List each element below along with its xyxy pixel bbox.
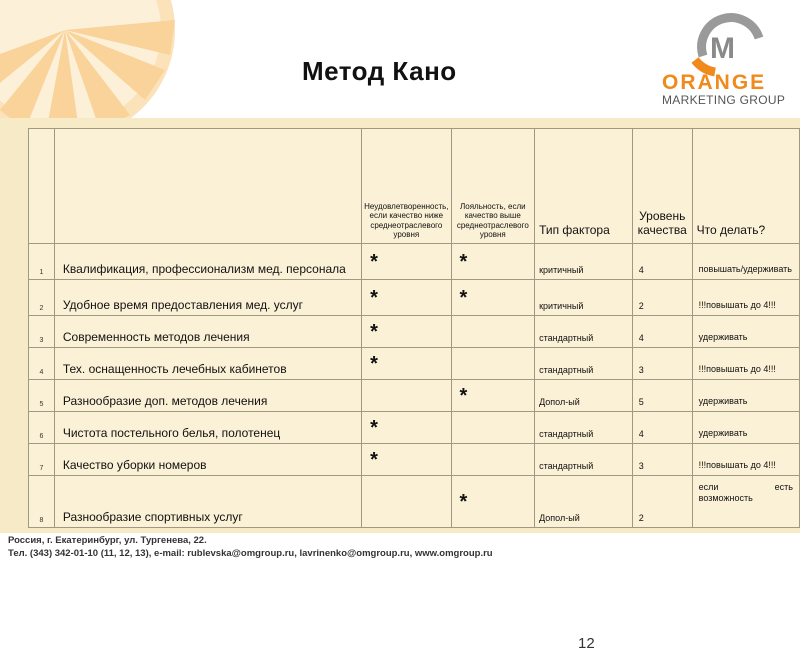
loyalty-mark: * (451, 280, 535, 316)
action-cell: удерживать (692, 412, 799, 444)
factor-type: стандартный (535, 316, 633, 348)
logo-text (662, 72, 797, 107)
quality-level: 2 (632, 280, 692, 316)
quality-level: 5 (632, 380, 692, 412)
table-row (29, 348, 800, 380)
orange-slice-decoration (0, 0, 190, 118)
header-factor (54, 129, 361, 244)
action-cell: повышать/удерживать (692, 244, 799, 280)
quality-level: 4 (632, 412, 692, 444)
row-number: 1 (29, 244, 55, 280)
factor-type: Допол-ый (535, 476, 633, 528)
dissatisfaction-mark: * (362, 412, 451, 444)
loyalty-mark (451, 316, 535, 348)
factor-type: стандартный (535, 444, 633, 476)
header-num (29, 129, 55, 244)
action-cell: !!!повышать до 4!!! (692, 348, 799, 380)
factor-name: Разнообразие доп. методов лечения (54, 380, 361, 412)
row-number: 6 (29, 412, 55, 444)
loyalty-mark (451, 412, 535, 444)
factor-type: критичный (535, 280, 633, 316)
table-row (29, 316, 800, 348)
factor-type: Допол-ый (535, 380, 633, 412)
action-cell: удерживать (692, 316, 799, 348)
header-type: Тип фактора (535, 129, 633, 244)
quality-level: 4 (632, 316, 692, 348)
loyalty-mark: * (451, 244, 535, 280)
footer-contacts: Тел. (343) 342-01-10 (11, 12, 13), e-mail: rublevska@omgroup.ru, lavrinenko@omgroup.ru, www.omgroup.ru (8, 548, 493, 559)
dissatisfaction-mark: * (362, 316, 451, 348)
factor-type: стандартный (535, 412, 633, 444)
page-title: Метод Кано (302, 56, 457, 86)
dissatisfaction-mark (362, 476, 451, 528)
factor-name: Квалификация, профессионализм мед. персонала (54, 244, 361, 280)
row-number: 8 (29, 476, 55, 528)
dissatisfaction-mark: * (362, 280, 451, 316)
factor-name: Тех. оснащенность лечебных кабинетов (54, 348, 361, 380)
logo-subtitle: MARKETING GROUP (662, 93, 786, 107)
header-level: Уровень качества (632, 129, 692, 244)
dissatisfaction-mark (362, 380, 451, 412)
factor-name: Разнообразие спортивных услуг (54, 476, 361, 528)
header-dissatisfaction: Неудовлетворенность, если качество ниже среднеотраслевого уровня (362, 129, 451, 244)
loyalty-mark (451, 444, 535, 476)
factor-name: Современность методов лечения (54, 316, 361, 348)
logo-name: ORANGE (662, 71, 767, 94)
slide-header (0, 0, 800, 118)
quality-level: 2 (632, 476, 692, 528)
dissatisfaction-mark: * (362, 244, 451, 280)
action-cell: удерживать (692, 380, 799, 412)
factor-name: Удобное время предоставления мед. услуг (54, 280, 361, 316)
quality-level: 4 (632, 244, 692, 280)
table-body (29, 244, 800, 528)
factor-name: Качество уборки номеров (54, 444, 361, 476)
row-number: 7 (29, 444, 55, 476)
row-number: 5 (29, 380, 55, 412)
page-number: 12 (578, 635, 595, 652)
dissatisfaction-mark: * (362, 348, 451, 380)
header-todo: Что делать? (692, 129, 799, 244)
footer (0, 533, 800, 565)
table-row (29, 244, 800, 280)
factor-type: стандартный (535, 348, 633, 380)
dissatisfaction-mark: * (362, 444, 451, 476)
row-number: 4 (29, 348, 55, 380)
factor-type: критичный (535, 244, 633, 280)
table-row (29, 476, 800, 528)
kano-table (28, 128, 800, 528)
row-number: 3 (29, 316, 55, 348)
action-cell: !!!повышать до 4!!! (692, 280, 799, 316)
table-row (29, 380, 800, 412)
factor-name: Чистота постельного белья, полотенец (54, 412, 361, 444)
action-cell: если есть возможность (692, 476, 799, 528)
header-row (29, 129, 800, 244)
quality-level: 3 (632, 444, 692, 476)
table-row (29, 444, 800, 476)
loyalty-mark: * (451, 476, 535, 528)
quality-level: 3 (632, 348, 692, 380)
footer-address: Россия, г. Екатеринбург, ул. Тургенева, 22. (8, 535, 207, 546)
action-cell: !!!повышать до 4!!! (692, 444, 799, 476)
loyalty-mark: * (451, 380, 535, 412)
header-loyalty: Лояльность, если качество выше среднеотраслевого уровня (451, 129, 535, 244)
table-row (29, 412, 800, 444)
loyalty-mark (451, 348, 535, 380)
table-row (29, 280, 800, 316)
svg-text:M: M (710, 32, 735, 65)
row-number: 2 (29, 280, 55, 316)
